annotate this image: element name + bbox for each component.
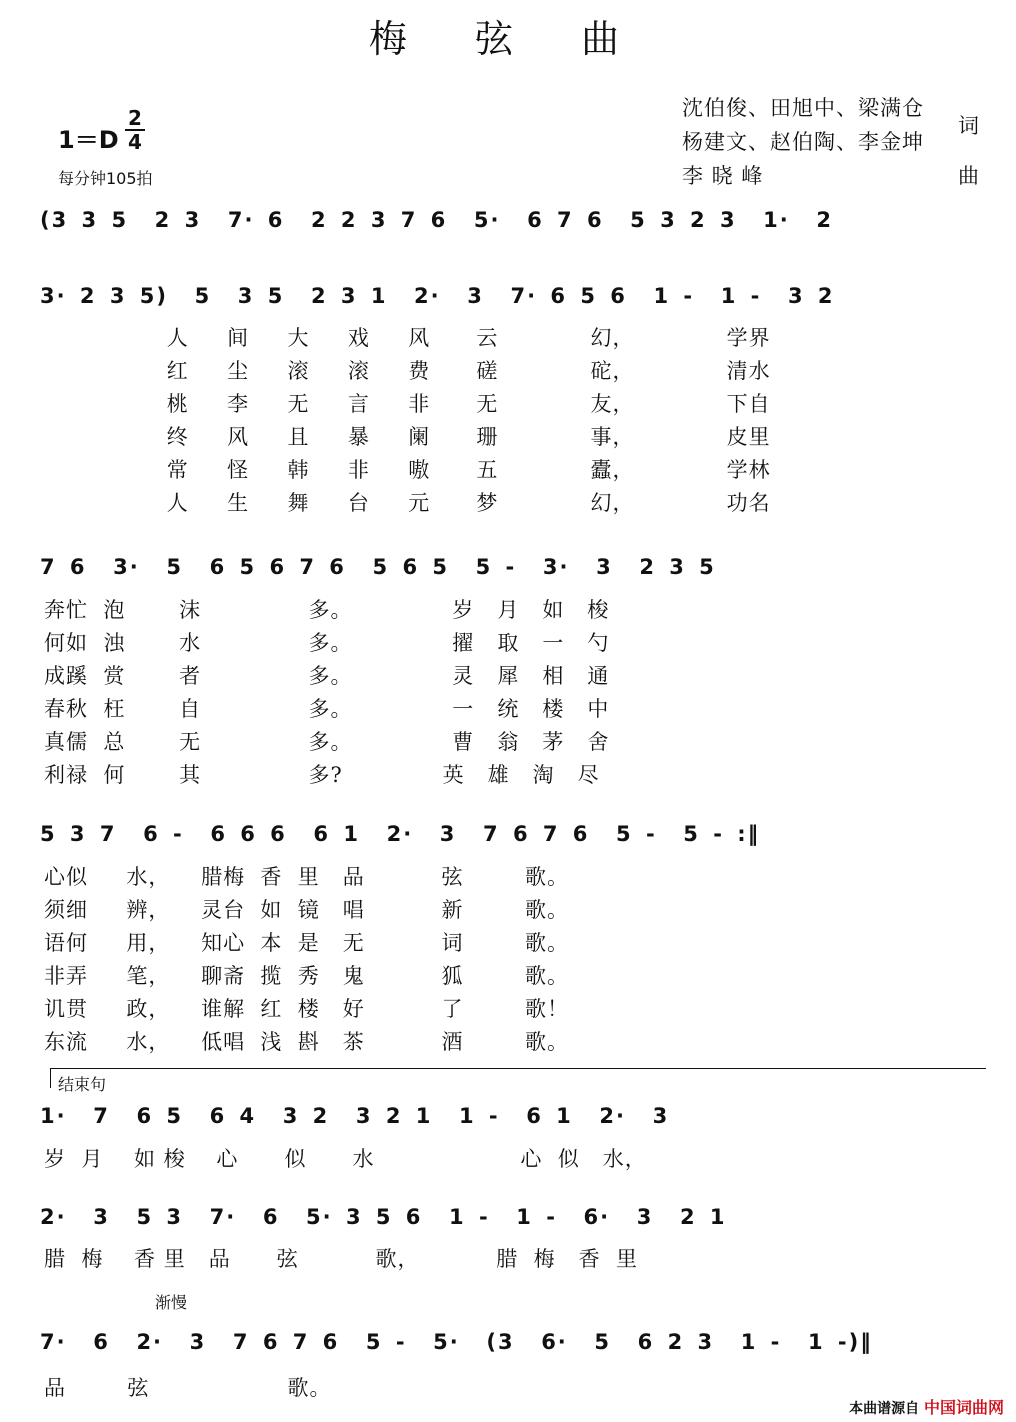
lyric-verse-4: 春秋 枉 自 多。 一 统 楼 中 [44,697,610,721]
lyric-verse-1: 奔忙 泡 沫 多。 岁 月 如 梭 [44,598,610,622]
score-system-6 [0,1205,1016,1239]
ritardando-marker: 渐慢 [155,1293,188,1312]
notation-line: 2· 3 5 3 7· 6 5· 3 5 6 1 - 1 - 6· 3 2 1 [40,1205,727,1229]
lyric-verse-1: 人 间 大 戏 风 云 幻， 学界 [44,326,771,350]
lyric-verse-3: 桃 李 无 言 非 无 友， 下自 [44,392,771,416]
lyric-line: 品 弦 歌。 [44,1376,332,1400]
lyric-line: 岁 月 如 梭 心 似 水 心 似 水， [44,1147,647,1171]
lyric-verse-1: 心似 水， 腊梅 香 里 品 弦 歌。 [44,865,569,889]
notation-line: (3 3 5 2 3 7· 6 2 2 3 7 6 5· 6 7 6 5 3 2 3 1· 2 [40,208,834,232]
lyric-verse-3: 语何 用， 知心 本 是 无 词 歌。 [44,931,569,955]
lyric-verse-2: 须细 辨， 灵台 如 镜 唱 新 歌。 [44,898,569,922]
footer-site-link[interactable]: 中国词曲网 [923,1398,1004,1417]
score-system-2 [0,284,1016,318]
lyric-verse-2: 何如 浊 水 多。 擢 取 一 勺 [44,631,610,655]
score-system-5 [0,1104,1016,1138]
meter-bottom: 4 [128,130,142,154]
composer-suffix: 曲 [958,164,980,188]
notation-line: 1· 7 6 5 6 4 3 2 3 2 1 1 - 6 1 2· 3 [40,1104,670,1128]
notation-line: 3· 2 3 5) 5 3 5 2 3 1 2· 3 7· 6 5 6 1 - 1 - 3 2 [40,284,835,308]
lyric-verse-6: 利禄 何 其 多? 英 雄 淘 尽 [44,763,600,787]
song-title: 梅 弦 曲 [368,17,648,61]
lyric-verse-6: 东流 水， 低唱 浅 斟 茶 酒 歌。 [44,1030,569,1054]
score-system-7 [0,1330,1016,1364]
ending-bracket [50,1068,986,1069]
lyric-verse-2: 红 尘 滚 滚 费 磋 砣， 清水 [44,359,771,383]
lyricists-line-1: 沈伯俊、田旭中、梁满仓 [682,96,924,120]
notation-line: 7 6 3· 5 6 5 6 7 6 5 6 5 5 - 3· 3 2 3 5 [40,555,716,579]
lyric-line: 腊 梅 香 里 品 弦 歌， 腊 梅 香 里 [44,1247,639,1271]
ending-bracket-hook [50,1068,51,1088]
ending-marker: 结束句 [58,1075,107,1094]
tempo-marking: 每分钟105拍 [58,169,153,188]
notation-line: 7· 6 2· 3 7 6 7 6 5 - 5· (3 6· 5 6 2 3 1 - 1 -)‖ [40,1330,873,1354]
lyric-verse-5: 真儒 总 无 多。 曹 翁 茅 舍 [44,730,610,754]
key-signature: 1＝D [58,126,119,154]
lyric-verse-4: 非弄 笔， 聊斋 揽 秀 鬼 狐 歌。 [44,964,569,988]
lyric-verse-6: 人 生 舞 台 元 梦 幻， 功名 [44,491,771,515]
score-system-4 [0,822,1016,856]
score-system-3 [0,555,1016,589]
meter-top: 2 [128,106,142,130]
lyricists-line-2: 杨建文、赵伯陶、李金坤 [682,130,924,154]
lyric-verse-5: 讥贯 政， 谁解 红 楼 好 了 歌！ [44,997,569,1021]
lyricist-suffix: 词 [958,114,980,138]
footer-credit [849,1395,1004,1418]
lyric-verse-5: 常 怪 韩 非 嗷 五 蠹， 学林 [44,458,771,482]
lyric-verse-3: 成蹊 赏 者 多。 灵 犀 相 通 [44,664,610,688]
time-signature [125,108,145,152]
composer: 李 晓 峰 [682,164,764,188]
lyric-verse-4: 终 风 且 暴 阑 珊 事， 皮里 [44,425,771,449]
score-system-1 [0,208,1016,242]
footer-source: 本曲谱源自 [849,1401,920,1417]
notation-line: 5 3 7 6 - 6 6 6 6 1 2· 3 7 6 7 6 5 - 5 - :‖ [40,822,761,846]
